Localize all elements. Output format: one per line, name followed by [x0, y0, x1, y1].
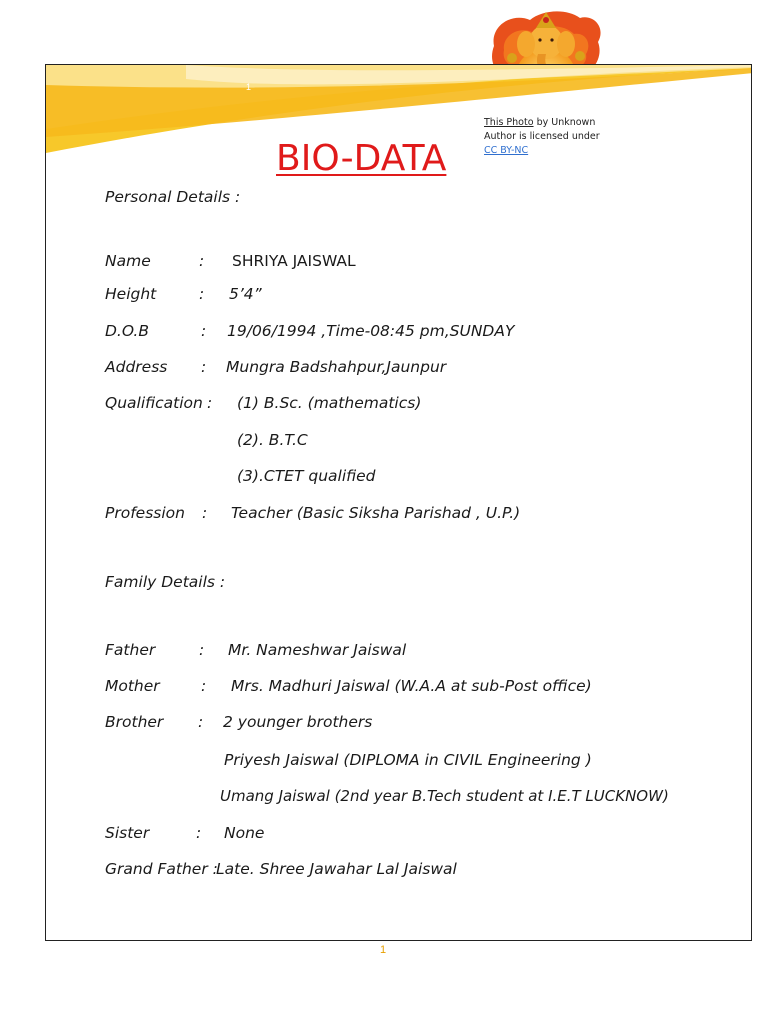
- father-colon: :: [199, 641, 205, 659]
- footer-page-number: 1: [380, 944, 387, 956]
- brother-colon: :: [198, 713, 204, 731]
- mother-colon: :: [201, 677, 207, 695]
- sister-label: Sister: [105, 824, 150, 842]
- qualification-item: (2). B.T.C: [237, 431, 308, 449]
- name-label: Name: [105, 252, 151, 270]
- mother-label: Mother: [105, 677, 160, 695]
- name-colon: :: [199, 252, 205, 270]
- brother-value: 2 younger brothers: [223, 713, 373, 731]
- personal-details-heading: Personal Details :: [105, 188, 241, 206]
- profession-colon: :: [202, 504, 208, 522]
- license-link[interactable]: CC BY-NC: [484, 145, 529, 156]
- height-label: Height: [105, 285, 157, 303]
- dob-label: D.O.B: [105, 322, 149, 340]
- height-colon: :: [199, 285, 205, 303]
- address-value: Mungra Badshahpur,Jaunpur: [226, 358, 447, 376]
- credit-text: by Unknown Author is licensed under: [484, 117, 600, 142]
- mother-value: Mrs. Madhuri Jaiswal (W.A.A at sub-Post office): [231, 677, 592, 695]
- qualification-item: (1) B.Sc. (mathematics): [237, 394, 422, 412]
- qualification-colon: :: [207, 394, 213, 412]
- profession-label: Profession: [105, 504, 185, 522]
- sister-value: None: [224, 824, 265, 842]
- family-details-heading: Family Details :: [105, 573, 226, 591]
- sister-colon: :: [196, 824, 202, 842]
- profession-value: Teacher (Basic Siksha Parishad , U.P.): [231, 504, 521, 522]
- grandfather-label: Grand Father :: [105, 860, 218, 878]
- brother-detail: Priyesh Jaiswal (DIPLOMA in CIVIL Engineering ): [224, 751, 592, 769]
- name-value: SHRIYA JAISWAL: [232, 252, 356, 270]
- father-value: Mr. Nameshwar Jaiswal: [228, 641, 407, 659]
- page-title: BIO-DATA: [276, 138, 447, 179]
- qualification-item: (3).CTET qualified: [237, 467, 376, 485]
- photo-link[interactable]: This Photo: [484, 117, 534, 128]
- dob-value: 19/06/1994 ,Time-08:45 pm,SUNDAY: [227, 322, 515, 340]
- grandfather-value: Late. Shree Jawahar Lal Jaiswal: [216, 860, 457, 878]
- header-page-number: 1: [246, 82, 252, 92]
- brother-detail: Umang Jaiswal (2nd year B.Tech student at I.E.T LUCKNOW): [220, 787, 669, 805]
- dob-colon: :: [201, 322, 207, 340]
- height-value: 5’4”: [229, 285, 262, 303]
- address-colon: :: [201, 358, 207, 376]
- qualification-label: Qualification: [105, 394, 203, 412]
- address-label: Address: [105, 358, 168, 376]
- image-credit: [484, 116, 604, 158]
- father-label: Father: [105, 641, 156, 659]
- brother-label: Brother: [105, 713, 164, 731]
